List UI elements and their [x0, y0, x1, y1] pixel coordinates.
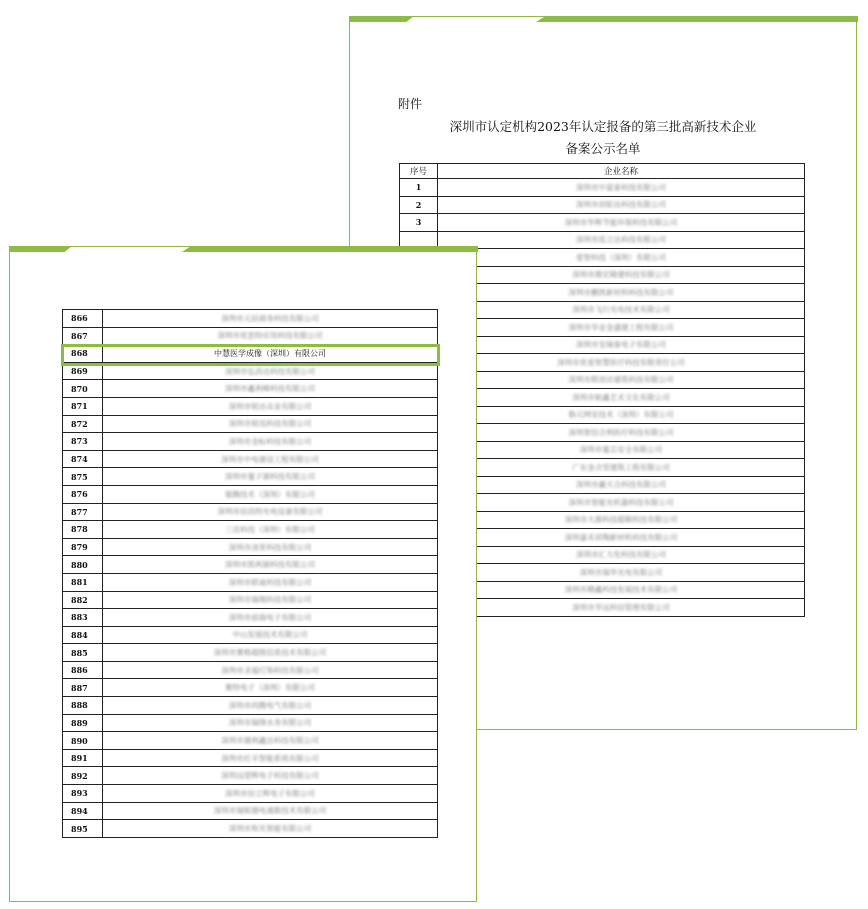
column-header-no: 序号 [400, 164, 438, 179]
blurred-company-name: 深圳市安瑞泰电子有限公司 [576, 340, 666, 350]
company-name [103, 749, 438, 767]
blurred-company-name: 深圳市德利鑫达科技有限公司 [221, 736, 319, 746]
table-row [63, 644, 438, 662]
blurred-company-name: 深圳市弘昌达科技有限公司 [225, 366, 315, 376]
blurred-company-name: 深圳市瑞锐德电通数技术有限公司 [213, 806, 327, 816]
company-name [438, 599, 805, 617]
table-row [400, 179, 805, 197]
company-name [438, 371, 805, 389]
blurred-company-name: 骏腾技术（深圳）有限公司 [225, 489, 315, 499]
blurred-company-name: 三达科技（深圳）有限公司 [225, 524, 315, 534]
table-row [63, 591, 438, 609]
row-number: 890 [63, 732, 103, 750]
page-tab-left [10, 246, 72, 252]
blurred-company-name: 深圳市红辛智能系统有限公司 [221, 753, 319, 763]
company-name [103, 714, 438, 732]
company-name [438, 196, 805, 214]
row-number: 873 [63, 433, 103, 451]
row-number: 876 [63, 485, 103, 503]
blurred-company-name: 深圳市瑞锋水务有限公司 [228, 718, 312, 728]
blurred-company-name: 深圳市联迪科技有限公司 [228, 577, 312, 587]
company-name [103, 802, 438, 820]
blurred-company-name: 深圳市信昌特光电设备有限公司 [217, 507, 323, 517]
company-name [438, 546, 805, 564]
table-row [63, 697, 438, 715]
attachment-label: 附件 [398, 97, 423, 111]
row-number: 883 [63, 609, 103, 627]
company-name [438, 319, 805, 337]
blurred-company-name: 深圳市鑫利峰科技有限公司 [225, 384, 315, 394]
row-number: 870 [63, 380, 103, 398]
front-document-page [9, 246, 477, 902]
table-row [63, 415, 438, 433]
row-number: 1 [400, 179, 438, 197]
company-name [103, 679, 438, 697]
table-row [63, 468, 438, 486]
blurred-company-name: 深圳市赛格超级信息技术有限公司 [213, 648, 327, 658]
company-name [438, 284, 805, 302]
blurred-company-name: 深圳市泓立达科技有限公司 [576, 235, 666, 245]
company-name [103, 697, 438, 715]
company-name [438, 266, 805, 284]
company-name [103, 661, 438, 679]
table-row [63, 679, 438, 697]
page-tab-left [350, 16, 414, 22]
row-number: 874 [63, 450, 103, 468]
row-number: 886 [63, 661, 103, 679]
company-name [103, 415, 438, 433]
row-number: 888 [63, 697, 103, 715]
company-table [62, 309, 438, 838]
table-row [63, 327, 438, 345]
table-row [63, 573, 438, 591]
company-name [103, 538, 438, 556]
blurred-company-name: 赛特电子（深圳）有限公司 [225, 683, 315, 693]
blurred-company-name: 深圳市航鑫艺术文化有限公司 [572, 392, 670, 402]
blurred-company-name: 深圳市量子源科技有限公司 [225, 472, 315, 482]
blurred-company-name: 深圳嘉禾祥陶新材料科技有限公司 [564, 532, 678, 542]
blurred-company-name: 深圳市智能光机器科技有限公司 [568, 497, 674, 507]
company-name [103, 450, 438, 468]
table-row [63, 450, 438, 468]
company-name [103, 644, 438, 662]
page-tab-right [536, 16, 858, 22]
company-name [438, 249, 805, 267]
row-number: 887 [63, 679, 103, 697]
company-name [438, 231, 805, 249]
table-row [63, 661, 438, 679]
company-name [438, 354, 805, 372]
blurred-company-name: 深圳市汇力发科技有限公司 [576, 550, 666, 560]
company-name [438, 459, 805, 477]
blurred-company-name: 深圳市创钜达科技有限公司 [576, 200, 666, 210]
blurred-company-name: 深圳市和光智能有限公司 [228, 824, 312, 834]
company-name [438, 581, 805, 599]
company-name [103, 785, 438, 803]
document-title: 深圳市认定机构2023年认定报备的第三批高新技术企业 [449, 119, 757, 134]
row-number: 881 [63, 573, 103, 591]
row-number: 893 [63, 785, 103, 803]
table-row [63, 626, 438, 644]
blurred-company-name: 深圳市优爱智慧医疗科技有限责任公司 [557, 357, 685, 367]
highlighted-row-frame [61, 344, 440, 366]
row-number: 880 [63, 556, 103, 574]
company-name [103, 732, 438, 750]
blurred-company-name: 深圳市精鑫科技发展技术有限公司 [564, 585, 678, 595]
table-row [400, 196, 805, 214]
company-name [438, 529, 805, 547]
blurred-company-name: 深圳市大源科技超顺科技有限公司 [564, 515, 678, 525]
table-row [63, 820, 438, 838]
row-number: 869 [63, 362, 103, 380]
blurred-company-name: 深圳市华辉节能环保科技有限公司 [564, 217, 678, 227]
company-name [103, 591, 438, 609]
blurred-company-name: 深圳市前海电子有限公司 [228, 612, 312, 622]
table-row [63, 749, 438, 767]
company-name [438, 476, 805, 494]
page-tab-right [182, 246, 478, 252]
row-number: 884 [63, 626, 103, 644]
table-row [63, 714, 438, 732]
table-row [63, 521, 438, 539]
company-name [103, 609, 438, 627]
blurred-company-name: 深圳市瑞华光电有限公司 [579, 567, 663, 577]
table-row [63, 538, 438, 556]
row-number: 3 [400, 214, 438, 232]
company-name [438, 494, 805, 512]
company-name [103, 310, 438, 328]
highlighted-company-name: 中慧医学成像（深圳）有限公司 [214, 348, 326, 358]
table-row [63, 732, 438, 750]
blurred-company-name: 深圳智信合利医疗科技有限公司 [568, 427, 674, 437]
blurred-company-name: 深圳市圣福灯饰科技有限公司 [221, 665, 319, 675]
row-number: 872 [63, 415, 103, 433]
blurred-company-name: 深圳市锐迅科技有限公司 [228, 419, 312, 429]
company-name [438, 389, 805, 407]
table-row [63, 767, 438, 785]
row-number: 867 [63, 327, 103, 345]
company-name [438, 301, 805, 319]
row-number: 894 [63, 802, 103, 820]
company-name [103, 626, 438, 644]
blurred-company-name: 深圳市元辰商务科技有限公司 [221, 313, 319, 323]
table-row [63, 785, 438, 803]
row-number: 875 [63, 468, 103, 486]
blurred-company-name: 数元网安技术（深圳）有限公司 [568, 410, 674, 420]
company-name [103, 327, 438, 345]
table-row [63, 556, 438, 574]
table-row [63, 380, 438, 398]
company-name [103, 485, 438, 503]
row-number: 866 [63, 310, 103, 328]
blurred-company-name: 深圳市信立辉电子有限公司 [225, 788, 315, 798]
row-number: 2 [400, 196, 438, 214]
table-row [63, 397, 438, 415]
row-number: 895 [63, 820, 103, 838]
row-number: 877 [63, 503, 103, 521]
row-number: 878 [63, 521, 103, 539]
blurred-company-name: 深圳市鼎宏隆建科技有限公司 [572, 270, 670, 280]
company-name [103, 573, 438, 591]
blurred-company-name: 深圳市华远科信管理有限公司 [572, 602, 670, 612]
company-name [103, 521, 438, 539]
row-number: 892 [63, 767, 103, 785]
blurred-company-name: 爱智科技（深圳）有限公司 [576, 252, 666, 262]
row-number: 885 [63, 644, 103, 662]
blurred-company-name: 深圳市赢天合科技有限公司 [576, 480, 666, 490]
blurred-company-name: 中山发展技术有限公司 [232, 630, 308, 640]
blurred-company-name: 深圳市中电建设工程有限公司 [221, 454, 319, 464]
table-row [63, 433, 438, 451]
company-name [438, 214, 805, 232]
company-name [103, 433, 438, 451]
table-row [400, 214, 805, 232]
row-number: 889 [63, 714, 103, 732]
blurred-company-name: 深圳市凌晋科技有限公司 [228, 542, 312, 552]
blurred-company-name: 深圳市尚腾电气有限公司 [228, 700, 312, 710]
company-name [438, 424, 805, 442]
blurred-company-name: 深圳市飞行光电技术有限公司 [572, 305, 670, 315]
company-name [103, 767, 438, 785]
company-name [438, 406, 805, 424]
blurred-company-name: 深圳市中富泰科技有限公司 [576, 182, 666, 192]
company-name [103, 397, 438, 415]
blurred-company-name: 深圳市金标科技有限公司 [228, 436, 312, 446]
row-number: 879 [63, 538, 103, 556]
row-number: 871 [63, 397, 103, 415]
company-name [103, 503, 438, 521]
company-name [438, 441, 805, 459]
company-name [103, 556, 438, 574]
blurred-company-name: 深圳市量芯安全有限公司 [579, 445, 663, 455]
company-name [103, 468, 438, 486]
company-name [103, 380, 438, 398]
blurred-company-name: 深圳市华业金盛建工程有限公司 [568, 322, 674, 332]
blurred-company-name: 深圳市鹏凯新材料科技有限公司 [568, 287, 674, 297]
blurred-company-name: 深圳市优思特应用科技有限公司 [217, 331, 323, 341]
row-number: 868 [63, 345, 103, 363]
table-row [63, 802, 438, 820]
row-number: 882 [63, 591, 103, 609]
company-name [438, 564, 805, 582]
table-row [63, 609, 438, 627]
table-row [63, 485, 438, 503]
document-subtitle: 备案公示名单 [565, 141, 641, 156]
blurred-company-name: 广东金合坚建筑工程有限公司 [572, 462, 670, 472]
blurred-company-name: 深圳市锐达众业有限公司 [228, 401, 312, 411]
table-row [63, 310, 438, 328]
blurred-company-name: 深圳远望辉电子科技有限公司 [221, 771, 319, 781]
blurred-company-name: 深圳市联创达建筑科技有限公司 [568, 375, 674, 385]
company-name [103, 820, 438, 838]
row-number: 891 [63, 749, 103, 767]
company-name [438, 511, 805, 529]
company-name [438, 179, 805, 197]
blurred-company-name: 深圳市凯利源科技有限公司 [225, 560, 315, 570]
column-header-name: 企业名称 [438, 164, 805, 179]
company-name [438, 336, 805, 354]
blurred-company-name: 深圳市瑞翔科技有限公司 [228, 595, 312, 605]
table-row [63, 503, 438, 521]
